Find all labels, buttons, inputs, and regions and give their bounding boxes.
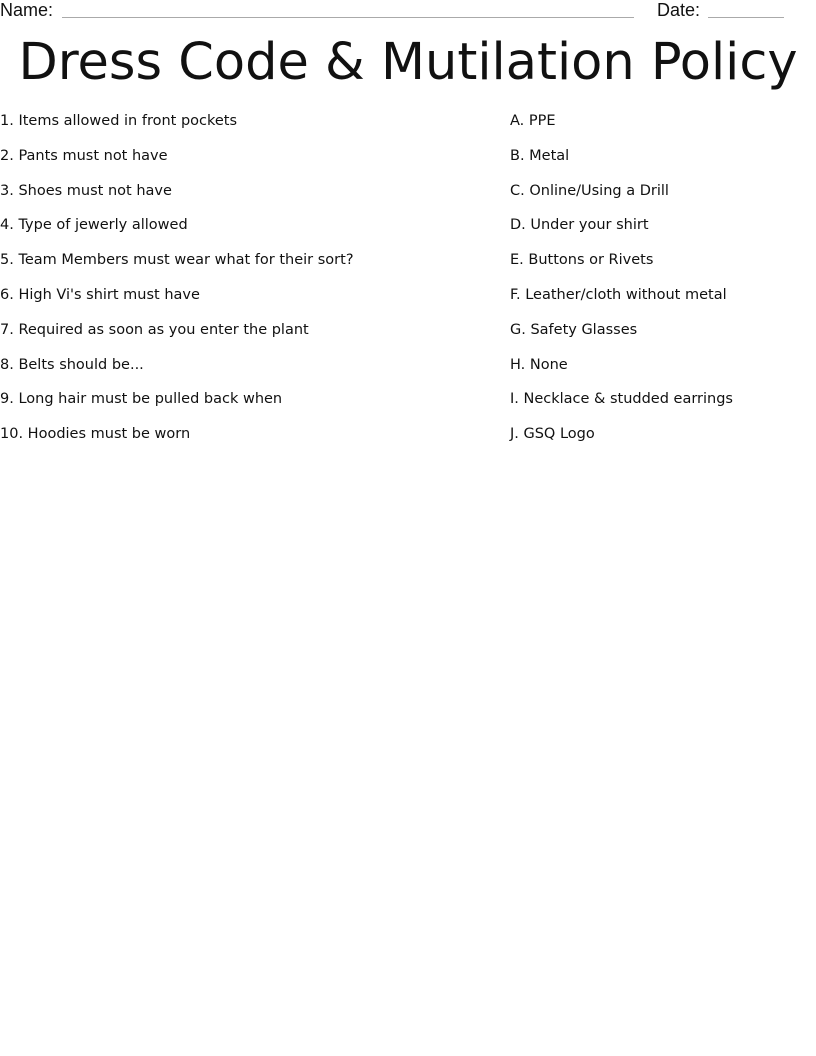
answer-item: H. None — [510, 356, 568, 373]
answer-item: C. Online/Using a Drill — [510, 182, 669, 199]
question-item: 9. Long hair must be pulled back when — [0, 391, 283, 408]
question-item: 5. Team Members must wear what for their sort? — [0, 252, 354, 269]
answer-item: F. Leather/cloth without metal — [510, 286, 727, 303]
answer-item: E. Buttons or Rivets — [510, 252, 654, 269]
answer-item: D. Under your shirt — [510, 217, 649, 234]
question-item: 1. Items allowed in front pockets — [0, 113, 238, 129]
answer-item: B. Metal — [510, 147, 570, 164]
question-item: 6. High Vi's shirt must have — [0, 286, 200, 303]
question-item: 3. Shoes must not have — [0, 182, 172, 199]
name-label: Name: — [0, 0, 54, 20]
answer-item: I. Necklace & studded earrings — [510, 391, 733, 408]
name-blank-line — [62, 17, 634, 18]
question-item: 10. Hoodies must be worn — [0, 426, 191, 443]
answers-list — [510, 111, 810, 459]
question-item: 7. Required as soon as you enter the plant — [0, 321, 309, 338]
question-item: 4. Type of jewerly allowed — [0, 217, 188, 234]
question-item: 8. Belts should be... — [0, 356, 144, 373]
date-blank-line — [708, 17, 784, 18]
question-item: 2. Pants must not have — [0, 147, 168, 164]
answer-item: J. GSQ Logo — [510, 426, 595, 443]
worksheet-header — [0, 0, 816, 24]
date-label: Date: — [657, 0, 701, 20]
answer-item: A. PPE — [510, 113, 556, 129]
worksheet-title: Dress Code & Mutilation Policy — [18, 33, 798, 92]
questions-list — [0, 111, 480, 459]
answer-item: G. Safety Glasses — [510, 321, 638, 338]
